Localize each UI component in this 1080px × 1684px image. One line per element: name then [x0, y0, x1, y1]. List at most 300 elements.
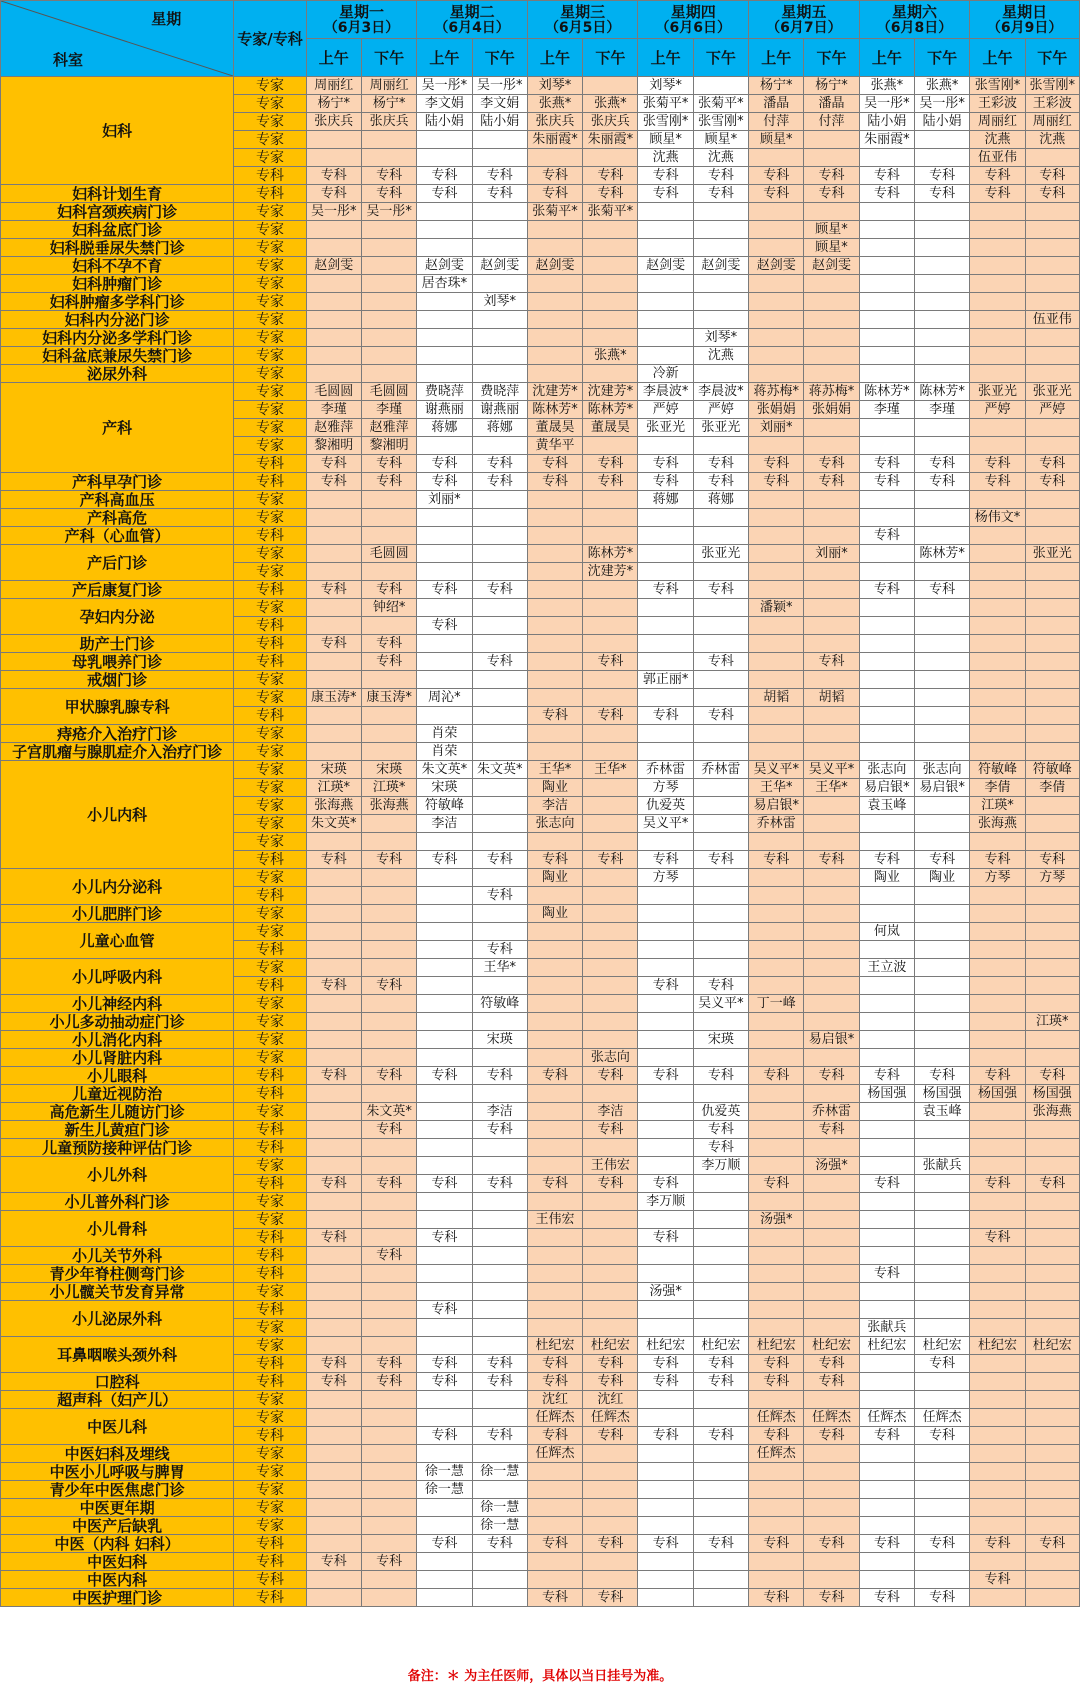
schedule-cell: 赵剑雯: [306, 257, 361, 275]
schedule-cell: [804, 581, 859, 599]
schedule-cell: [749, 329, 804, 347]
schedule-cell: [1025, 1301, 1079, 1319]
schedule-cell: [859, 887, 914, 905]
schedule-cell: [583, 1283, 638, 1301]
schedule-cell: [859, 1355, 914, 1373]
schedule-cell: [749, 1499, 804, 1517]
department-name: 小儿肥胖门诊: [1, 905, 234, 923]
schedule-cell: 胡韬: [804, 689, 859, 707]
schedule-cell: 肖荣: [417, 725, 472, 743]
schedule-cell: 李瑾: [915, 401, 970, 419]
schedule-cell: 严婷: [970, 401, 1025, 419]
schedule-cell: [749, 347, 804, 365]
schedule-cell: 专科: [638, 581, 693, 599]
clinic-type: 专科: [234, 473, 306, 491]
schedule-cell: [970, 689, 1025, 707]
schedule-cell: [1025, 977, 1079, 995]
schedule-cell: [693, 1391, 748, 1409]
schedule-cell: [693, 509, 748, 527]
department-name: 中医（内科 妇科）: [1, 1535, 234, 1553]
schedule-cell: [693, 905, 748, 923]
schedule-cell: [306, 1391, 361, 1409]
schedule-cell: [472, 1085, 527, 1103]
schedule-cell: [1025, 1031, 1079, 1049]
schedule-cell: [583, 1139, 638, 1157]
schedule-cell: [472, 149, 527, 167]
clinic-type: 专科: [234, 1301, 306, 1319]
schedule-cell: [638, 725, 693, 743]
schedule-cell: 杨宁*: [804, 77, 859, 95]
am-header: 上午: [859, 39, 914, 77]
schedule-cell: [638, 689, 693, 707]
clinic-type: 专家: [234, 1049, 306, 1067]
schedule-cell: [306, 1103, 361, 1121]
schedule-cell: [1025, 1319, 1079, 1337]
schedule-cell: 黎湘明: [361, 437, 416, 455]
schedule-cell: [583, 743, 638, 761]
schedule-cell: [583, 1517, 638, 1535]
schedule-cell: [583, 1193, 638, 1211]
schedule-cell: 赵剑雯: [804, 257, 859, 275]
schedule-cell: [361, 1427, 416, 1445]
schedule-cell: [693, 203, 748, 221]
schedule-cell: [583, 275, 638, 293]
schedule-cell: [361, 959, 416, 977]
clinic-type: 专家: [234, 1193, 306, 1211]
schedule-cell: 张娟娟: [749, 401, 804, 419]
schedule-cell: [472, 131, 527, 149]
clinic-type: 专科: [234, 1121, 306, 1139]
schedule-cell: [915, 1031, 970, 1049]
schedule-cell: [915, 257, 970, 275]
schedule-cell: [693, 239, 748, 257]
schedule-cell: 王华*: [472, 959, 527, 977]
schedule-cell: 张庆兵: [306, 113, 361, 131]
schedule-cell: [915, 1517, 970, 1535]
schedule-cell: [970, 1481, 1025, 1499]
schedule-cell: [638, 923, 693, 941]
schedule-cell: [970, 1121, 1025, 1139]
schedule-cell: [527, 923, 582, 941]
am-header: 上午: [749, 39, 804, 77]
schedule-cell: 专科: [693, 1121, 748, 1139]
schedule-cell: [915, 653, 970, 671]
schedule-cell: [693, 1553, 748, 1571]
schedule-cell: [1025, 689, 1079, 707]
schedule-cell: 吴一彤*: [361, 203, 416, 221]
schedule-cell: [970, 221, 1025, 239]
department-name: 妇科不孕不育: [1, 257, 234, 275]
schedule-cell: [749, 743, 804, 761]
schedule-cell: [970, 1391, 1025, 1409]
schedule-cell: [749, 149, 804, 167]
schedule-cell: [638, 203, 693, 221]
schedule-cell: [417, 995, 472, 1013]
schedule-cell: 张雪刚*: [1025, 77, 1079, 95]
schedule-cell: 专科: [859, 581, 914, 599]
schedule-cell: [472, 779, 527, 797]
schedule-cell: [693, 293, 748, 311]
schedule-cell: [859, 1301, 914, 1319]
schedule-cell: [859, 203, 914, 221]
schedule-cell: 李洁: [527, 797, 582, 815]
schedule-cell: [859, 617, 914, 635]
schedule-cell: 专科: [859, 851, 914, 869]
clinic-type: 专家: [234, 1481, 306, 1499]
schedule-cell: 专科: [804, 1121, 859, 1139]
schedule-cell: 专科: [417, 167, 472, 185]
clinic-type: 专家: [234, 311, 306, 329]
schedule-cell: 专科: [749, 1373, 804, 1391]
schedule-cell: 专科: [417, 1175, 472, 1193]
schedule-cell: 专科: [859, 1067, 914, 1085]
department-name: 妇科盆底门诊: [1, 221, 234, 239]
schedule-cell: [638, 1589, 693, 1607]
department-name: 产科高危: [1, 509, 234, 527]
schedule-cell: 赵雅萍: [306, 419, 361, 437]
schedule-cell: [583, 1247, 638, 1265]
schedule-cell: [417, 329, 472, 347]
schedule-cell: 李文娟: [472, 95, 527, 113]
schedule-cell: 蒋娜: [417, 419, 472, 437]
schedule-cell: [970, 1499, 1025, 1517]
schedule-cell: 专科: [804, 473, 859, 491]
schedule-cell: [749, 437, 804, 455]
schedule-cell: 李万顺: [638, 1193, 693, 1211]
schedule-cell: [306, 1589, 361, 1607]
schedule-cell: [583, 1229, 638, 1247]
schedule-body: [1, 77, 1080, 1607]
schedule-cell: [472, 545, 527, 563]
schedule-cell: [804, 1265, 859, 1283]
schedule-cell: [749, 1463, 804, 1481]
schedule-cell: [583, 149, 638, 167]
schedule-cell: 费晓萍: [417, 383, 472, 401]
schedule-cell: 专科: [472, 1121, 527, 1139]
schedule-cell: [915, 1265, 970, 1283]
schedule-cell: 杨国强: [915, 1085, 970, 1103]
schedule-cell: [859, 599, 914, 617]
schedule-cell: [859, 1121, 914, 1139]
schedule-row: [1, 1247, 1080, 1265]
schedule-cell: 刘琴*: [638, 77, 693, 95]
schedule-cell: 张志向: [527, 815, 582, 833]
schedule-cell: [638, 1085, 693, 1103]
schedule-cell: [1025, 1121, 1079, 1139]
schedule-cell: [749, 1013, 804, 1031]
schedule-cell: [417, 833, 472, 851]
schedule-cell: [1025, 671, 1079, 689]
schedule-cell: [970, 1427, 1025, 1445]
schedule-cell: 专科: [472, 887, 527, 905]
schedule-cell: [583, 1463, 638, 1481]
schedule-cell: [361, 221, 416, 239]
department-name: 妇科肿瘤门诊: [1, 275, 234, 293]
day-name: 星期二: [449, 2, 495, 21]
schedule-cell: 袁玉峰: [915, 1103, 970, 1121]
schedule-cell: [417, 1031, 472, 1049]
schedule-cell: [1025, 1211, 1079, 1229]
schedule-cell: [417, 977, 472, 995]
schedule-cell: [1025, 1373, 1079, 1391]
schedule-cell: 专科: [638, 185, 693, 203]
schedule-cell: 毛圆圆: [361, 545, 416, 563]
schedule-cell: [306, 1463, 361, 1481]
pm-header: 下午: [804, 39, 859, 77]
schedule-cell: [583, 725, 638, 743]
schedule-cell: 付萍: [749, 113, 804, 131]
schedule-cell: 杜纪宏: [859, 1337, 914, 1355]
schedule-cell: 潘颖*: [749, 599, 804, 617]
clinic-type: 专家: [234, 671, 306, 689]
footnote: 备注：＊ 为主任医师，具体以当日挂号为准。: [407, 1669, 673, 1684]
schedule-cell: 专科: [970, 455, 1025, 473]
schedule-cell: 杜纪宏: [583, 1337, 638, 1355]
schedule-cell: [915, 815, 970, 833]
schedule-cell: [693, 635, 748, 653]
schedule-cell: [638, 1301, 693, 1319]
schedule-cell: [970, 1355, 1025, 1373]
clinic-type: 专家: [234, 1013, 306, 1031]
schedule-cell: [527, 329, 582, 347]
schedule-cell: [1025, 797, 1079, 815]
schedule-cell: [527, 1571, 582, 1589]
schedule-cell: [859, 1373, 914, 1391]
schedule-cell: 专科: [915, 581, 970, 599]
day-date: （6月7日）: [766, 19, 842, 36]
schedule-cell: 赵剑雯: [638, 257, 693, 275]
schedule-cell: [804, 671, 859, 689]
schedule-cell: 专科: [970, 185, 1025, 203]
schedule-cell: [527, 275, 582, 293]
schedule-cell: [472, 239, 527, 257]
schedule-cell: [749, 581, 804, 599]
schedule-cell: [915, 509, 970, 527]
schedule-cell: [417, 1265, 472, 1283]
schedule-cell: 杨伟文*: [970, 509, 1025, 527]
schedule-cell: [417, 437, 472, 455]
schedule-cell: 专科: [804, 1067, 859, 1085]
schedule-cell: 吴一彤*: [915, 95, 970, 113]
schedule-cell: [693, 1499, 748, 1517]
clinic-type: 专科: [234, 1229, 306, 1247]
schedule-cell: 专科: [583, 185, 638, 203]
schedule-cell: 专科: [361, 185, 416, 203]
schedule-cell: [693, 887, 748, 905]
schedule-cell: [306, 131, 361, 149]
clinic-type: 专家: [234, 221, 306, 239]
schedule-cell: 沈建芳*: [583, 563, 638, 581]
schedule-cell: [859, 1553, 914, 1571]
schedule-cell: [306, 743, 361, 761]
schedule-cell: [804, 1139, 859, 1157]
schedule-cell: 严婷: [638, 401, 693, 419]
schedule-cell: [527, 941, 582, 959]
schedule-cell: 专科: [417, 851, 472, 869]
schedule-cell: 专科: [306, 851, 361, 869]
schedule-cell: 专科: [804, 1373, 859, 1391]
schedule-cell: [804, 419, 859, 437]
schedule-cell: 江瑛*: [970, 797, 1025, 815]
schedule-cell: 陆小娟: [859, 113, 914, 131]
schedule-cell: 张菊平*: [583, 203, 638, 221]
schedule-cell: 汤强*: [804, 1157, 859, 1175]
schedule-cell: [472, 923, 527, 941]
clinic-type: 专家: [234, 779, 306, 797]
schedule-cell: 专科: [361, 1121, 416, 1139]
schedule-cell: [527, 833, 582, 851]
schedule-cell: 任辉杰: [749, 1445, 804, 1463]
clinic-type: 专科: [234, 1085, 306, 1103]
schedule-cell: [527, 1013, 582, 1031]
schedule-cell: [915, 1121, 970, 1139]
schedule-cell: 方琴: [638, 779, 693, 797]
schedule-cell: [915, 1391, 970, 1409]
schedule-cell: [638, 905, 693, 923]
schedule-cell: [583, 509, 638, 527]
schedule-cell: 王彩波: [970, 95, 1025, 113]
schedule-cell: [859, 1049, 914, 1067]
schedule-cell: [915, 599, 970, 617]
schedule-cell: [970, 995, 1025, 1013]
schedule-cell: 专科: [859, 473, 914, 491]
schedule-cell: 徐一慧: [472, 1499, 527, 1517]
schedule-cell: [1025, 923, 1079, 941]
schedule-cell: [915, 941, 970, 959]
schedule-cell: [472, 617, 527, 635]
schedule-cell: [970, 1193, 1025, 1211]
department-name: 母乳喂养门诊: [1, 653, 234, 671]
schedule-cell: [915, 1481, 970, 1499]
schedule-cell: 张娟娟: [804, 401, 859, 419]
schedule-cell: 朱文英*: [361, 1103, 416, 1121]
schedule-cell: [693, 599, 748, 617]
schedule-cell: 专科: [361, 167, 416, 185]
schedule-cell: [527, 221, 582, 239]
schedule-cell: [361, 1319, 416, 1337]
schedule-cell: [749, 1319, 804, 1337]
schedule-cell: 专科: [583, 1121, 638, 1139]
schedule-cell: 蒋娜: [693, 491, 748, 509]
schedule-cell: [638, 1553, 693, 1571]
schedule-cell: [527, 1193, 582, 1211]
schedule-cell: [804, 959, 859, 977]
department-name: 戒烟门诊: [1, 671, 234, 689]
schedule-cell: [583, 329, 638, 347]
schedule-cell: 杜纪宏: [804, 1337, 859, 1355]
schedule-cell: [527, 725, 582, 743]
schedule-cell: [693, 923, 748, 941]
schedule-cell: 吴一彤*: [859, 95, 914, 113]
clinic-type: 专家: [234, 545, 306, 563]
schedule-cell: [804, 1301, 859, 1319]
schedule-cell: [583, 1481, 638, 1499]
schedule-cell: 方琴: [970, 869, 1025, 887]
schedule-cell: 专科: [638, 851, 693, 869]
schedule-cell: 专科: [970, 851, 1025, 869]
schedule-cell: [361, 1193, 416, 1211]
department-name: 口腔科: [1, 1373, 234, 1391]
schedule-cell: 专科: [804, 455, 859, 473]
day-header: [859, 1, 970, 39]
schedule-cell: [361, 1409, 416, 1427]
schedule-cell: [306, 1445, 361, 1463]
schedule-cell: [804, 617, 859, 635]
schedule-cell: [859, 275, 914, 293]
weekday-corner-label: 星期: [151, 10, 182, 28]
schedule-cell: [306, 1031, 361, 1049]
schedule-cell: 专科: [693, 455, 748, 473]
schedule-cell: 张燕*: [583, 95, 638, 113]
clinic-type: 专家: [234, 1391, 306, 1409]
schedule-cell: [749, 1085, 804, 1103]
schedule-cell: 专科: [638, 167, 693, 185]
schedule-cell: [915, 563, 970, 581]
schedule-cell: [306, 275, 361, 293]
schedule-cell: 专科: [970, 1229, 1025, 1247]
schedule-cell: [915, 491, 970, 509]
schedule-cell: [527, 599, 582, 617]
schedule-row: [1, 221, 1080, 239]
schedule-cell: [915, 347, 970, 365]
schedule-cell: [804, 1499, 859, 1517]
schedule-cell: 张海燕: [361, 797, 416, 815]
schedule-row: [1, 1049, 1080, 1067]
schedule-cell: [472, 1553, 527, 1571]
schedule-cell: [804, 1463, 859, 1481]
clinic-type: 专家: [234, 725, 306, 743]
schedule-cell: [638, 635, 693, 653]
schedule-cell: [583, 815, 638, 833]
schedule-cell: [306, 329, 361, 347]
schedule-cell: [859, 329, 914, 347]
schedule-cell: [693, 365, 748, 383]
schedule-cell: 徐一慧: [472, 1463, 527, 1481]
schedule-cell: [417, 941, 472, 959]
schedule-cell: [638, 617, 693, 635]
schedule-cell: [1025, 1499, 1079, 1517]
schedule-cell: 专科: [361, 635, 416, 653]
schedule-cell: [472, 1589, 527, 1607]
schedule-cell: 居杏珠*: [417, 275, 472, 293]
clinic-type: 专家: [234, 77, 306, 95]
schedule-cell: 任辉杰: [583, 1409, 638, 1427]
schedule-cell: [527, 617, 582, 635]
clinic-type: 专科: [234, 1067, 306, 1085]
clinic-type: 专科: [234, 653, 306, 671]
schedule-cell: [306, 1085, 361, 1103]
schedule-cell: [1025, 1265, 1079, 1283]
schedule-cell: [583, 635, 638, 653]
schedule-cell: [472, 437, 527, 455]
schedule-cell: [970, 653, 1025, 671]
schedule-cell: [583, 797, 638, 815]
schedule-cell: [693, 1463, 748, 1481]
schedule-cell: 沈红: [527, 1391, 582, 1409]
schedule-cell: [583, 365, 638, 383]
schedule-cell: [1025, 365, 1079, 383]
schedule-cell: 陈林芳*: [915, 545, 970, 563]
schedule-cell: [970, 599, 1025, 617]
clinic-type: 专科: [234, 527, 306, 545]
schedule-cell: [859, 347, 914, 365]
clinic-type: 专家: [234, 995, 306, 1013]
schedule-cell: [804, 509, 859, 527]
schedule-cell: 乔林雷: [804, 1103, 859, 1121]
department-name: 小儿呼吸内科: [1, 959, 234, 995]
schedule-cell: [638, 1049, 693, 1067]
schedule-cell: 杨国强: [1025, 1085, 1079, 1103]
